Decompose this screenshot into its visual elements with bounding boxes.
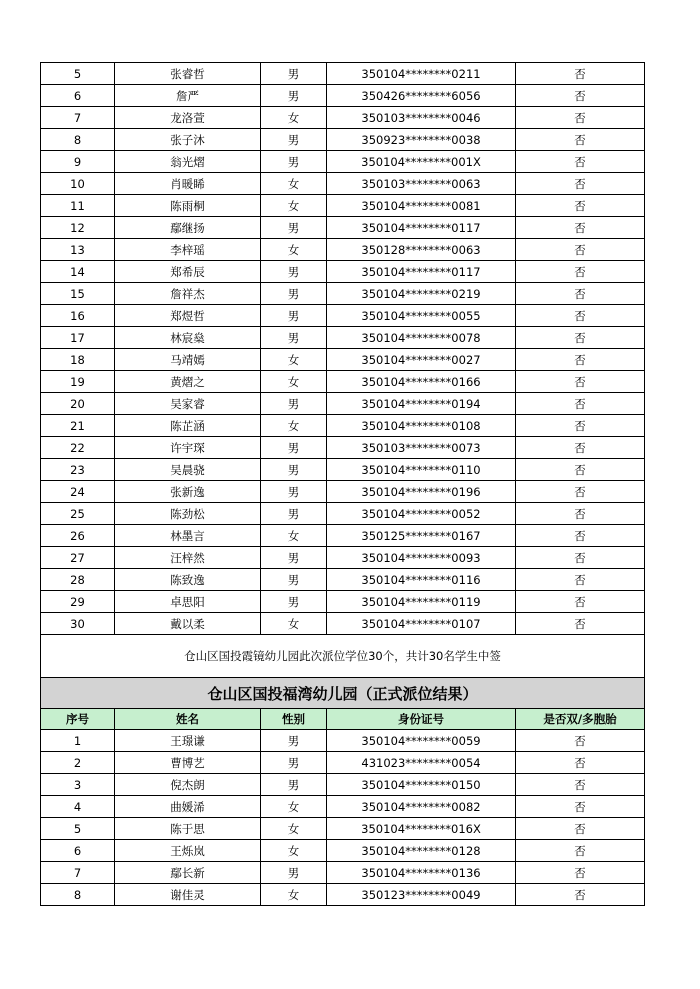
cell-no: 12 bbox=[41, 217, 115, 239]
cell-twin: 否 bbox=[516, 752, 645, 774]
cell-name: 曲媛浠 bbox=[115, 796, 261, 818]
cell-name: 吴家睿 bbox=[115, 393, 261, 415]
cell-id: 350426********6056 bbox=[327, 85, 516, 107]
table-row bbox=[41, 591, 645, 613]
cell-gender: 女 bbox=[261, 415, 327, 437]
cell-id: 350104********0219 bbox=[327, 283, 516, 305]
cell-twin: 否 bbox=[516, 884, 645, 906]
cell-twin: 否 bbox=[516, 481, 645, 503]
cell-twin: 否 bbox=[516, 730, 645, 752]
header-no: 序号 bbox=[41, 709, 115, 730]
cell-id: 350104********0110 bbox=[327, 459, 516, 481]
cell-id: 350104********0119 bbox=[327, 591, 516, 613]
cell-gender: 男 bbox=[261, 129, 327, 151]
cell-no: 28 bbox=[41, 569, 115, 591]
cell-id: 350103********0063 bbox=[327, 173, 516, 195]
cell-id: 350103********0046 bbox=[327, 107, 516, 129]
section-title: 仓山区国投福湾幼儿园（正式派位结果） bbox=[41, 678, 645, 709]
cell-twin: 否 bbox=[516, 840, 645, 862]
cell-name: 卓思阳 bbox=[115, 591, 261, 613]
table-row bbox=[41, 796, 645, 818]
cell-no: 24 bbox=[41, 481, 115, 503]
cell-id: 350104********0116 bbox=[327, 569, 516, 591]
cell-id: 350103********0073 bbox=[327, 437, 516, 459]
table-row bbox=[41, 107, 645, 129]
cell-twin: 否 bbox=[516, 591, 645, 613]
cell-no: 13 bbox=[41, 239, 115, 261]
cell-twin: 否 bbox=[516, 796, 645, 818]
cell-name: 詹祥杰 bbox=[115, 283, 261, 305]
cell-name: 汪梓然 bbox=[115, 547, 261, 569]
cell-name: 鄢继扬 bbox=[115, 217, 261, 239]
cell-gender: 男 bbox=[261, 393, 327, 415]
cell-name: 詹严 bbox=[115, 85, 261, 107]
cell-id: 350104********0107 bbox=[327, 613, 516, 635]
cell-no: 5 bbox=[41, 818, 115, 840]
table-row bbox=[41, 305, 645, 327]
cell-id: 350104********0194 bbox=[327, 393, 516, 415]
cell-name: 李梓瑶 bbox=[115, 239, 261, 261]
cell-gender: 男 bbox=[261, 547, 327, 569]
cell-name: 郑希辰 bbox=[115, 261, 261, 283]
cell-twin: 否 bbox=[516, 525, 645, 547]
cell-gender: 女 bbox=[261, 173, 327, 195]
table-row bbox=[41, 569, 645, 591]
cell-id: 350104********0117 bbox=[327, 261, 516, 283]
cell-name: 谢佳灵 bbox=[115, 884, 261, 906]
cell-twin: 否 bbox=[516, 613, 645, 635]
cell-no: 22 bbox=[41, 437, 115, 459]
table-row bbox=[41, 151, 645, 173]
summary-text: 仓山区国投霞镜幼儿园此次派位学位30个，共计30名学生中签 bbox=[41, 635, 645, 678]
cell-name: 肖暖睎 bbox=[115, 173, 261, 195]
cell-id: 350104********0052 bbox=[327, 503, 516, 525]
cell-gender: 女 bbox=[261, 613, 327, 635]
cell-gender: 女 bbox=[261, 349, 327, 371]
table-row bbox=[41, 752, 645, 774]
cell-no: 21 bbox=[41, 415, 115, 437]
table-row bbox=[41, 85, 645, 107]
cell-gender: 男 bbox=[261, 261, 327, 283]
cell-gender: 女 bbox=[261, 239, 327, 261]
cell-gender: 女 bbox=[261, 371, 327, 393]
cell-no: 9 bbox=[41, 151, 115, 173]
cell-id: 350104********0117 bbox=[327, 217, 516, 239]
cell-name: 张睿哲 bbox=[115, 63, 261, 85]
section-b-rows bbox=[41, 730, 645, 906]
cell-no: 10 bbox=[41, 173, 115, 195]
cell-twin: 否 bbox=[516, 239, 645, 261]
cell-no: 7 bbox=[41, 107, 115, 129]
cell-gender: 男 bbox=[261, 217, 327, 239]
cell-id: 350104********0081 bbox=[327, 195, 516, 217]
cell-twin: 否 bbox=[516, 415, 645, 437]
cell-gender: 男 bbox=[261, 774, 327, 796]
cell-gender: 男 bbox=[261, 862, 327, 884]
cell-no: 23 bbox=[41, 459, 115, 481]
cell-twin: 否 bbox=[516, 327, 645, 349]
cell-twin: 否 bbox=[516, 818, 645, 840]
table-row bbox=[41, 173, 645, 195]
cell-gender: 男 bbox=[261, 63, 327, 85]
cell-no: 2 bbox=[41, 752, 115, 774]
cell-no: 8 bbox=[41, 884, 115, 906]
cell-name: 王烁岚 bbox=[115, 840, 261, 862]
cell-no: 15 bbox=[41, 283, 115, 305]
section-title-row bbox=[41, 678, 645, 709]
cell-name: 鄢长新 bbox=[115, 862, 261, 884]
cell-name: 吴晨骁 bbox=[115, 459, 261, 481]
cell-no: 30 bbox=[41, 613, 115, 635]
cell-id: 431023********0054 bbox=[327, 752, 516, 774]
cell-twin: 否 bbox=[516, 85, 645, 107]
cell-name: 倪杰朗 bbox=[115, 774, 261, 796]
table-row bbox=[41, 371, 645, 393]
summary-row bbox=[41, 635, 645, 678]
cell-name: 翁光熠 bbox=[115, 151, 261, 173]
cell-no: 8 bbox=[41, 129, 115, 151]
cell-id: 350104********0196 bbox=[327, 481, 516, 503]
cell-name: 林墨言 bbox=[115, 525, 261, 547]
cell-id: 350104********0059 bbox=[327, 730, 516, 752]
cell-id: 350104********0055 bbox=[327, 305, 516, 327]
cell-gender: 男 bbox=[261, 85, 327, 107]
cell-twin: 否 bbox=[516, 283, 645, 305]
cell-id: 350104********0211 bbox=[327, 63, 516, 85]
cell-twin: 否 bbox=[516, 129, 645, 151]
cell-no: 11 bbox=[41, 195, 115, 217]
cell-name: 林宸燊 bbox=[115, 327, 261, 349]
cell-id: 350128********0063 bbox=[327, 239, 516, 261]
cell-no: 17 bbox=[41, 327, 115, 349]
cell-no: 1 bbox=[41, 730, 115, 752]
cell-gender: 女 bbox=[261, 195, 327, 217]
cell-gender: 男 bbox=[261, 459, 327, 481]
cell-name: 王璟谦 bbox=[115, 730, 261, 752]
cell-id: 350923********0038 bbox=[327, 129, 516, 151]
cell-twin: 否 bbox=[516, 349, 645, 371]
cell-twin: 否 bbox=[516, 862, 645, 884]
table-row bbox=[41, 525, 645, 547]
cell-id: 350104********0166 bbox=[327, 371, 516, 393]
table-row bbox=[41, 840, 645, 862]
cell-gender: 男 bbox=[261, 327, 327, 349]
cell-id: 350104********0078 bbox=[327, 327, 516, 349]
cell-name: 戴以柔 bbox=[115, 613, 261, 635]
cell-name: 陈于思 bbox=[115, 818, 261, 840]
cell-id: 350123********0049 bbox=[327, 884, 516, 906]
cell-twin: 否 bbox=[516, 195, 645, 217]
cell-id: 350104********0027 bbox=[327, 349, 516, 371]
cell-name: 张子沐 bbox=[115, 129, 261, 151]
cell-name: 马靖嫣 bbox=[115, 349, 261, 371]
table-row bbox=[41, 63, 645, 85]
table-row bbox=[41, 613, 645, 635]
cell-twin: 否 bbox=[516, 151, 645, 173]
cell-twin: 否 bbox=[516, 107, 645, 129]
cell-no: 5 bbox=[41, 63, 115, 85]
cell-gender: 女 bbox=[261, 884, 327, 906]
cell-twin: 否 bbox=[516, 173, 645, 195]
cell-gender: 男 bbox=[261, 591, 327, 613]
table-row bbox=[41, 261, 645, 283]
cell-no: 29 bbox=[41, 591, 115, 613]
table-row bbox=[41, 195, 645, 217]
cell-gender: 男 bbox=[261, 752, 327, 774]
cell-gender: 男 bbox=[261, 481, 327, 503]
section-a-rows bbox=[41, 63, 645, 635]
header-name: 姓名 bbox=[115, 709, 261, 730]
table-row bbox=[41, 415, 645, 437]
table-row bbox=[41, 503, 645, 525]
cell-no: 26 bbox=[41, 525, 115, 547]
cell-no: 14 bbox=[41, 261, 115, 283]
cell-id: 350104********0150 bbox=[327, 774, 516, 796]
cell-twin: 否 bbox=[516, 437, 645, 459]
cell-gender: 女 bbox=[261, 525, 327, 547]
table-row bbox=[41, 862, 645, 884]
header-id: 身份证号 bbox=[327, 709, 516, 730]
table-row bbox=[41, 547, 645, 569]
table-row bbox=[41, 327, 645, 349]
cell-gender: 男 bbox=[261, 503, 327, 525]
cell-twin: 否 bbox=[516, 217, 645, 239]
cell-name: 陈致逸 bbox=[115, 569, 261, 591]
cell-gender: 女 bbox=[261, 818, 327, 840]
cell-id: 350104********0082 bbox=[327, 796, 516, 818]
table-row bbox=[41, 459, 645, 481]
cell-id: 350104********0108 bbox=[327, 415, 516, 437]
cell-gender: 男 bbox=[261, 283, 327, 305]
table-row bbox=[41, 349, 645, 371]
cell-name: 黄熠之 bbox=[115, 371, 261, 393]
cell-twin: 否 bbox=[516, 774, 645, 796]
cell-gender: 男 bbox=[261, 569, 327, 591]
cell-id: 350104********0128 bbox=[327, 840, 516, 862]
cell-no: 3 bbox=[41, 774, 115, 796]
cell-gender: 男 bbox=[261, 730, 327, 752]
cell-no: 27 bbox=[41, 547, 115, 569]
cell-gender: 女 bbox=[261, 107, 327, 129]
cell-twin: 否 bbox=[516, 371, 645, 393]
cell-twin: 否 bbox=[516, 569, 645, 591]
cell-no: 16 bbox=[41, 305, 115, 327]
cell-id: 350104********0136 bbox=[327, 862, 516, 884]
cell-name: 陈雨桐 bbox=[115, 195, 261, 217]
cell-twin: 否 bbox=[516, 63, 645, 85]
cell-twin: 否 bbox=[516, 503, 645, 525]
cell-name: 陈芷涵 bbox=[115, 415, 261, 437]
table-row bbox=[41, 481, 645, 503]
cell-id: 350104********0093 bbox=[327, 547, 516, 569]
header-twin: 是否双/多胞胎 bbox=[516, 709, 645, 730]
cell-no: 25 bbox=[41, 503, 115, 525]
cell-name: 曹博艺 bbox=[115, 752, 261, 774]
cell-twin: 否 bbox=[516, 547, 645, 569]
cell-id: 350125********0167 bbox=[327, 525, 516, 547]
cell-no: 19 bbox=[41, 371, 115, 393]
cell-name: 张新逸 bbox=[115, 481, 261, 503]
cell-gender: 男 bbox=[261, 151, 327, 173]
table-row bbox=[41, 884, 645, 906]
cell-no: 18 bbox=[41, 349, 115, 371]
cell-id: 350104********016X bbox=[327, 818, 516, 840]
cell-no: 20 bbox=[41, 393, 115, 415]
table-row bbox=[41, 239, 645, 261]
allocation-table bbox=[40, 62, 645, 906]
cell-gender: 女 bbox=[261, 840, 327, 862]
table-row bbox=[41, 283, 645, 305]
cell-gender: 男 bbox=[261, 305, 327, 327]
cell-twin: 否 bbox=[516, 261, 645, 283]
cell-name: 陈劲松 bbox=[115, 503, 261, 525]
cell-gender: 男 bbox=[261, 437, 327, 459]
cell-no: 6 bbox=[41, 840, 115, 862]
table-row bbox=[41, 393, 645, 415]
table-row bbox=[41, 217, 645, 239]
cell-name: 龙洛萱 bbox=[115, 107, 261, 129]
cell-no: 4 bbox=[41, 796, 115, 818]
cell-gender: 女 bbox=[261, 796, 327, 818]
cell-twin: 否 bbox=[516, 393, 645, 415]
cell-name: 郑煜哲 bbox=[115, 305, 261, 327]
cell-twin: 否 bbox=[516, 305, 645, 327]
table-row bbox=[41, 730, 645, 752]
cell-no: 6 bbox=[41, 85, 115, 107]
cell-twin: 否 bbox=[516, 459, 645, 481]
table-row bbox=[41, 437, 645, 459]
table-row bbox=[41, 774, 645, 796]
cell-no: 7 bbox=[41, 862, 115, 884]
table-row bbox=[41, 818, 645, 840]
cell-id: 350104********001X bbox=[327, 151, 516, 173]
table-header-row bbox=[41, 709, 645, 730]
cell-name: 许宇琛 bbox=[115, 437, 261, 459]
table-row bbox=[41, 129, 645, 151]
header-gender: 性别 bbox=[261, 709, 327, 730]
